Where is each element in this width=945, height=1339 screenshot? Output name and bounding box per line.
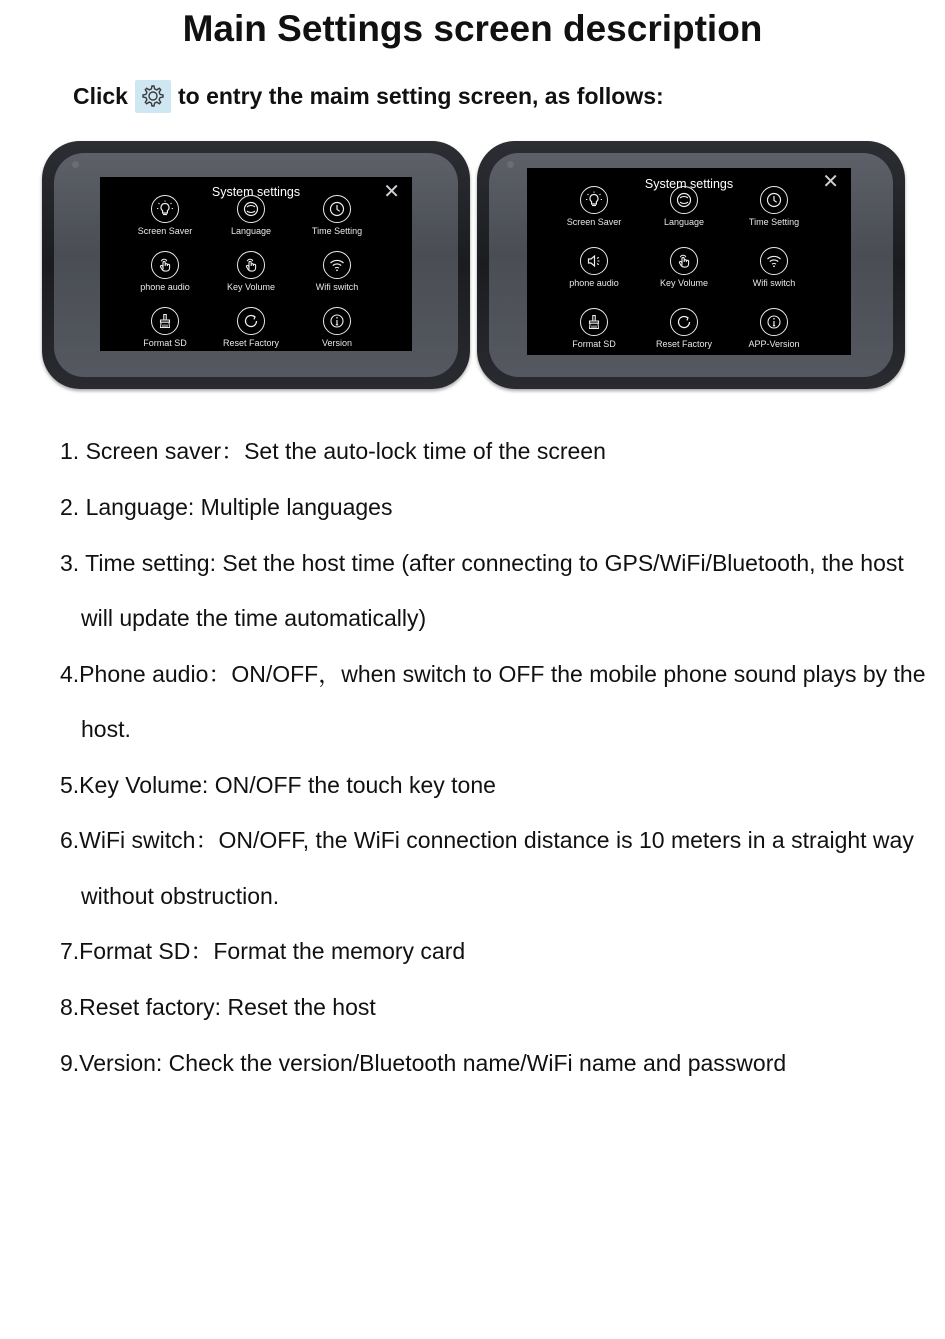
settings-item[interactable]: [206, 307, 296, 348]
settings-item[interactable]: [120, 195, 210, 236]
reset-icon: [237, 307, 265, 335]
lightbulb-icon: [151, 195, 179, 223]
device-sensor: [507, 161, 514, 168]
device-screen: [100, 177, 412, 351]
clock-icon: [323, 195, 351, 223]
brush-icon: [580, 308, 608, 336]
settings-item[interactable]: [206, 251, 296, 292]
settings-item[interactable]: [120, 307, 210, 348]
device-right: [477, 141, 905, 389]
list-item-continued: will update the time automatically): [81, 605, 427, 631]
list-item: 6.WiFi switch：ON/OFF, the WiFi connection distance is 10 meters in a straight way: [60, 827, 914, 853]
settings-item-label: Key Volume: [226, 282, 276, 292]
settings-item-label: Version: [321, 338, 353, 348]
settings-item[interactable]: [729, 308, 819, 349]
settings-item[interactable]: [292, 195, 382, 236]
settings-item[interactable]: [292, 251, 382, 292]
list-item: 2. Language: Multiple languages: [60, 494, 393, 520]
settings-item-label: Format SD: [143, 338, 187, 348]
touch-hand-icon: [237, 251, 265, 279]
gear-icon[interactable]: [135, 80, 171, 113]
list-item: 4.Phone audio：ON/OFF，when switch to OFF the mobile phone sound plays by the: [60, 661, 926, 687]
info-icon: [323, 307, 351, 335]
brush-icon: [151, 307, 179, 335]
settings-item-label: Reset Factory: [222, 338, 280, 348]
settings-item[interactable]: [729, 247, 819, 288]
close-icon[interactable]: ✕: [383, 181, 400, 203]
settings-item[interactable]: [549, 247, 639, 288]
settings-item-label: Key Volume: [659, 278, 709, 288]
wifi-icon: [760, 247, 788, 275]
touch-hand-icon: [151, 251, 179, 279]
language-icon: [670, 186, 698, 214]
lightbulb-icon: [580, 186, 608, 214]
settings-item-label: Screen Saver: [566, 217, 622, 227]
settings-item-label: Reset Factory: [655, 339, 713, 349]
info-icon: [760, 308, 788, 336]
settings-item-label: phone audio: [140, 282, 190, 292]
settings-item[interactable]: [639, 247, 729, 288]
settings-item[interactable]: [639, 186, 729, 227]
settings-item[interactable]: [549, 186, 639, 227]
settings-item-label: Format SD: [572, 339, 616, 349]
list-item: 5.Key Volume: ON/OFF the touch key tone: [60, 772, 496, 798]
device-screen: [527, 168, 851, 355]
reset-icon: [670, 308, 698, 336]
settings-item-label: Wifi switch: [315, 282, 359, 292]
intro-line: [73, 78, 664, 114]
settings-item-label: Language: [663, 217, 705, 227]
settings-item[interactable]: [120, 251, 210, 292]
list-item: 3. Time setting: Set the host time (after connecting to GPS/WiFi/Bluetooth, the host: [60, 550, 904, 576]
screen-title: System settings: [644, 177, 734, 191]
settings-item-label: Time Setting: [748, 217, 800, 227]
settings-item-label: APP-Version: [748, 339, 800, 349]
settings-item[interactable]: [292, 307, 382, 348]
settings-item-label: Screen Saver: [137, 226, 193, 236]
list-item: 8.Reset factory: Reset the host: [60, 994, 376, 1020]
clock-icon: [760, 186, 788, 214]
screen-title: System settings: [211, 185, 301, 199]
settings-item-label: Language: [230, 226, 272, 236]
list-item-continued: without obstruction.: [81, 883, 280, 909]
settings-item-label: Time Setting: [311, 226, 363, 236]
close-icon[interactable]: ✕: [822, 171, 839, 193]
list-item-continued: host.: [81, 716, 131, 742]
speaker-icon: [580, 247, 608, 275]
touch-hand-icon: [670, 247, 698, 275]
wifi-icon: [323, 251, 351, 279]
device-sensor: [72, 161, 79, 168]
list-item: 7.Format SD：Format the memory card: [60, 938, 466, 964]
settings-item[interactable]: [206, 195, 296, 236]
settings-item[interactable]: [549, 308, 639, 349]
settings-item-label: phone audio: [569, 278, 619, 288]
settings-item[interactable]: [639, 308, 729, 349]
settings-item[interactable]: [729, 186, 819, 227]
list-item: 1. Screen saver：Set the auto-lock time of the screen: [60, 438, 606, 464]
intro-text-before: Click: [73, 82, 128, 109]
intro-text-after: to entry the maim setting screen, as follows:: [177, 82, 664, 109]
device-left: [42, 141, 470, 389]
page-title: Main Settings screen description: [182, 8, 763, 49]
language-icon: [237, 195, 265, 223]
settings-item-label: Wifi switch: [752, 278, 796, 288]
list-item: 9.Version: Check the version/Bluetooth name/WiFi name and password: [60, 1050, 787, 1076]
